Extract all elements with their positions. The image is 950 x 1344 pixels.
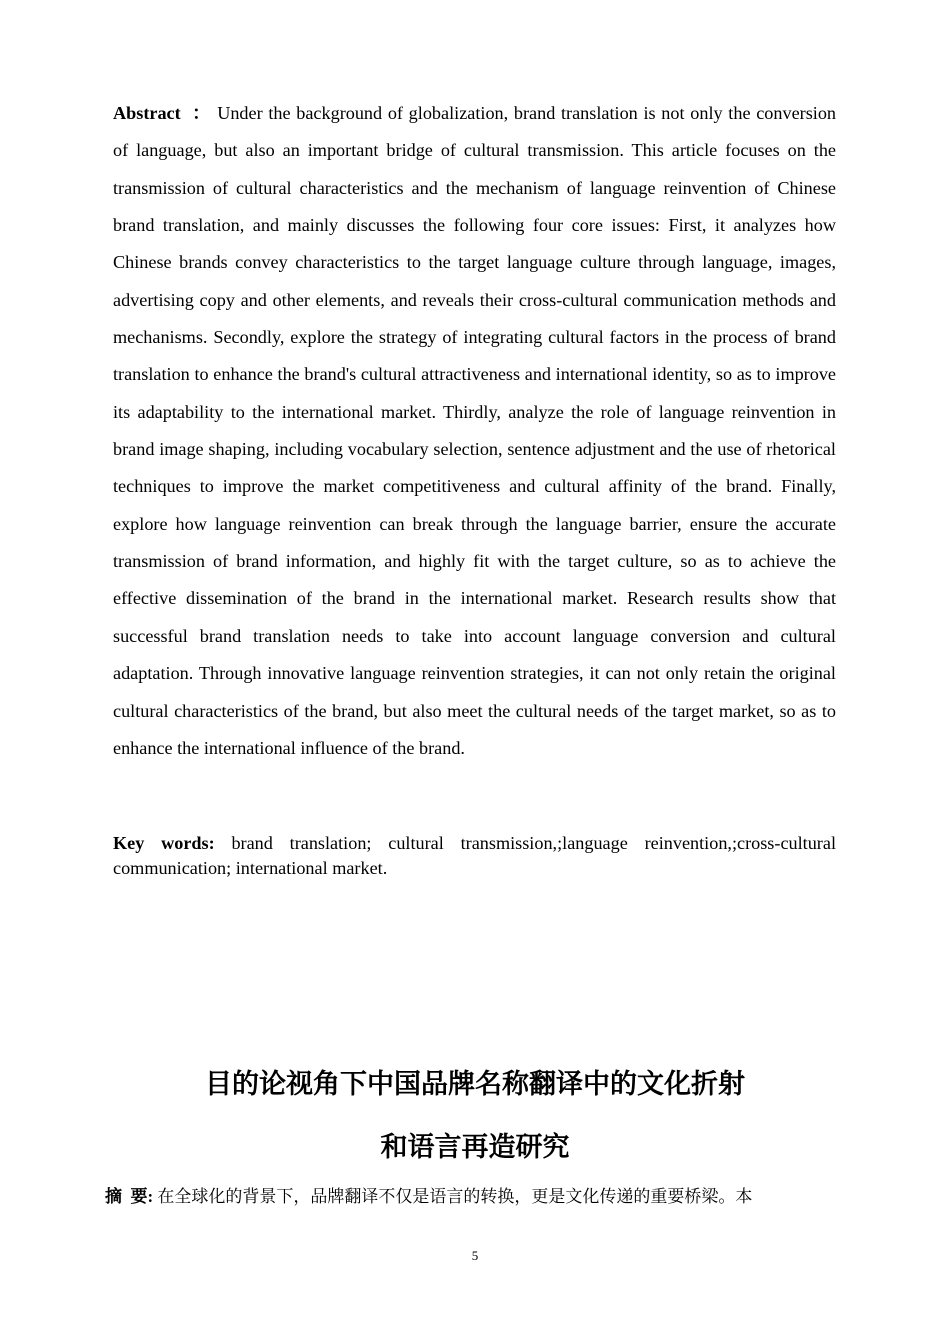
abstract-text: Under the background of globalization, brand translation is not only the conversion of language, but also an important bridge of cultural transmission. This article focuses on the transmission of cultural characteristics and the mechanism of language reinvention of Chinese brand translation, and mainly discusses the following four core issues: First, it analyzes how Chinese brands convey characteristics to the target language culture through language, images, advertising copy and other elements, and reveals their cross-cultural communication methods and mechanisms. Secondly, explore the strategy of integrating cultural factors in the process of brand translation to enhance the brand's cultural attractiveness and international identity, so as to improve its adaptability to the international market. Thirdly, analyze the role of language reinvention in brand image shaping, including vocabulary selection, sentence adjustment and the use of rhetorical techniques to improve the market competitiveness and cultural affinity of the brand. Finally, explore how language reinvention can break through the language barrier, ensure the accurate transmission of brand information, and highly fit with the target culture, so as to achieve the effective dissemination of the brand in the international market. Research results show that successful brand translation needs to take into account language conversion and cultural adaptation. Through innovative language reinvention strategies, it can not only retain the original cultural characteristics of the brand, but also meet the cultural needs of the target market, so as to enhance the international influence of the brand. xyxy=(113,103,837,758)
abstract-colon: ： xyxy=(192,103,212,123)
chinese-abstract xyxy=(105,1185,840,1209)
chinese-title-line-1: 目的论视角下中国品牌名称翻译中的文化折射 xyxy=(205,1069,745,1100)
keywords-text: brand translation; cultural transmission,;language reinvention,;cross-cultural communication; international market. xyxy=(113,833,836,878)
keywords xyxy=(113,831,836,880)
chinese-title-line-2: 和语言再造研究 xyxy=(380,1132,570,1163)
english-abstract xyxy=(113,95,836,767)
keywords-label: Key words: xyxy=(113,833,215,853)
chinese-abstract-label: 摘 要: xyxy=(105,1187,154,1206)
page-number: 5 xyxy=(471,1248,479,1263)
abstract-label: Abstract xyxy=(113,103,181,123)
chinese-abstract-text: 在全球化的背景下，品牌翻译不仅是语言的转换，更是文化传递的重要桥梁。本 xyxy=(157,1187,753,1206)
